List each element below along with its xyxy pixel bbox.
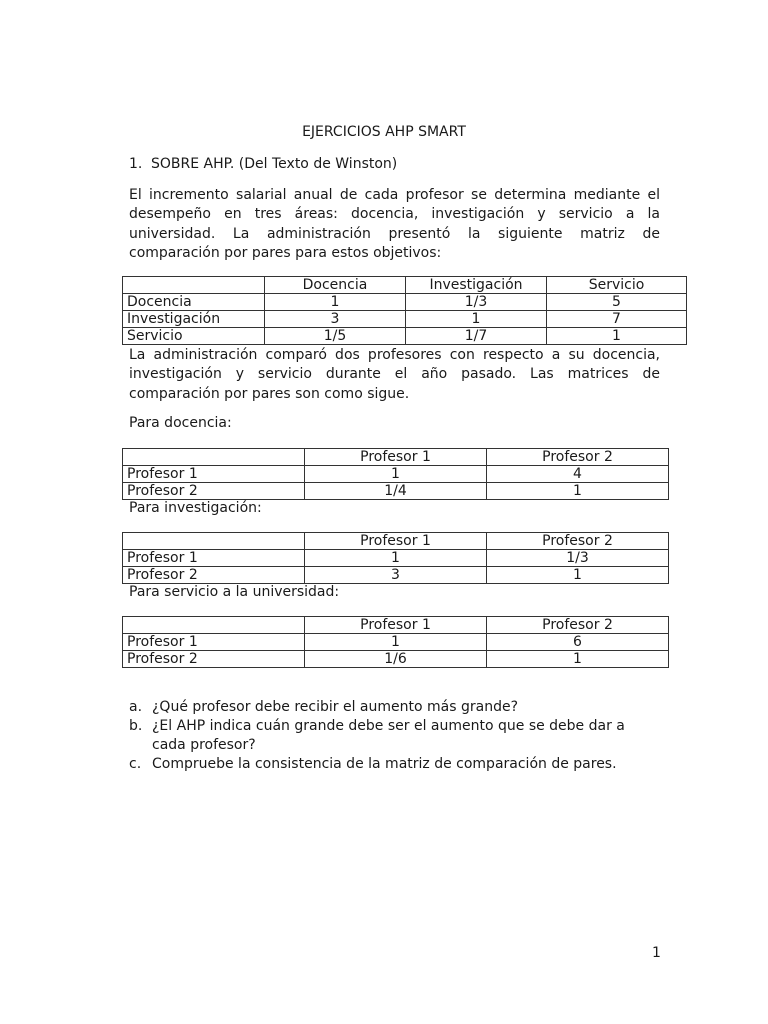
table-cell (123, 533, 305, 550)
table-row (123, 466, 669, 483)
investigacion-table (122, 532, 669, 584)
row-label: Investigación (123, 311, 265, 328)
table-cell: 4 (487, 466, 669, 483)
table-row (123, 651, 669, 668)
table-cell: 1/6 (305, 651, 487, 668)
row-label: Profesor 1 (123, 634, 305, 651)
table-cell: 1 (305, 634, 487, 651)
list-item (129, 755, 660, 774)
table-row (123, 311, 687, 328)
table-cell (123, 617, 305, 634)
table-cell: 1/7 (406, 328, 547, 345)
table-row (123, 483, 669, 500)
servicio-label: Para servicio a la universidad: (129, 584, 340, 600)
table-cell: 6 (487, 634, 669, 651)
section-number: 1. (129, 156, 143, 172)
table-cell: 1/3 (487, 550, 669, 567)
table-header-cell: Servicio (547, 277, 687, 294)
table-row (123, 294, 687, 311)
table-cell: 1 (305, 466, 487, 483)
servicio-table (122, 616, 669, 668)
table-cell: 1 (547, 328, 687, 345)
row-label: Profesor 2 (123, 651, 305, 668)
list-item (129, 698, 660, 717)
page-number: 1 (652, 945, 661, 961)
list-item (129, 717, 660, 755)
table-row (123, 550, 669, 567)
question-list (129, 698, 660, 774)
table-cell: 1 (487, 567, 669, 584)
table-cell: 1 (406, 311, 547, 328)
table-header-row (123, 533, 669, 550)
row-label: Profesor 2 (123, 483, 305, 500)
table-row (123, 328, 687, 345)
table-header-row (123, 277, 687, 294)
row-label: Profesor 1 (123, 550, 305, 567)
table-header-row (123, 617, 669, 634)
table-cell: 1 (487, 483, 669, 500)
question-text: Compruebe la consistencia de la matriz de comparación de pares. (152, 756, 617, 772)
table-cell: 3 (265, 311, 406, 328)
list-marker: a. (129, 699, 143, 715)
table-header-cell: Profesor 1 (305, 449, 487, 466)
table-cell: 7 (547, 311, 687, 328)
table-cell: 1/5 (265, 328, 406, 345)
table-cell: 1/3 (406, 294, 547, 311)
row-label: Profesor 2 (123, 567, 305, 584)
table-cell: 5 (547, 294, 687, 311)
table-header-cell: Profesor 1 (305, 617, 487, 634)
intro-paragraph: El incremento salarial anual de cada profesor se determina mediante el desempeño en tres áreas: docencia, investigación y servicio a la universidad. La administración presentó la siguiente matriz de comparación por pares para estos objetivos: (129, 187, 660, 261)
section-text: SOBRE AHP. (Del Texto de Winston) (151, 156, 398, 172)
comparison-paragraph: La administración comparó dos profesores con respecto a su docencia, investigación y servicio durante el año pasado. Las matrices de comparación por pares son como sigue. (129, 347, 660, 402)
objectives-table (122, 276, 687, 345)
table-header-cell: Docencia (265, 277, 406, 294)
table-header-row (123, 449, 669, 466)
list-marker: b. (129, 718, 143, 734)
section-heading (129, 156, 397, 172)
question-text: ¿El AHP indica cuán grande debe ser el aumento que se debe dar a cada profesor? (152, 718, 625, 753)
table-row (123, 567, 669, 584)
row-label: Servicio (123, 328, 265, 345)
table-cell: 1 (305, 550, 487, 567)
page-title: EJERCICIOS AHP SMART (302, 124, 466, 140)
table-cell: 1 (487, 651, 669, 668)
docencia-label: Para docencia: (129, 415, 232, 431)
row-label: Docencia (123, 294, 265, 311)
table-row (123, 634, 669, 651)
docencia-table (122, 448, 669, 500)
table-header-cell: Profesor 1 (305, 533, 487, 550)
list-marker: c. (129, 756, 142, 772)
question-text: ¿Qué profesor debe recibir el aumento más grande? (152, 699, 518, 715)
table-cell (123, 449, 305, 466)
table-header-cell: Profesor 2 (487, 617, 669, 634)
investigacion-label: Para investigación: (129, 500, 262, 516)
table-cell: 1 (265, 294, 406, 311)
table-cell: 1/4 (305, 483, 487, 500)
table-cell: 3 (305, 567, 487, 584)
table-header-cell: Investigación (406, 277, 547, 294)
table-header-cell: Profesor 2 (487, 533, 669, 550)
table-cell (123, 277, 265, 294)
table-header-cell: Profesor 2 (487, 449, 669, 466)
row-label: Profesor 1 (123, 466, 305, 483)
